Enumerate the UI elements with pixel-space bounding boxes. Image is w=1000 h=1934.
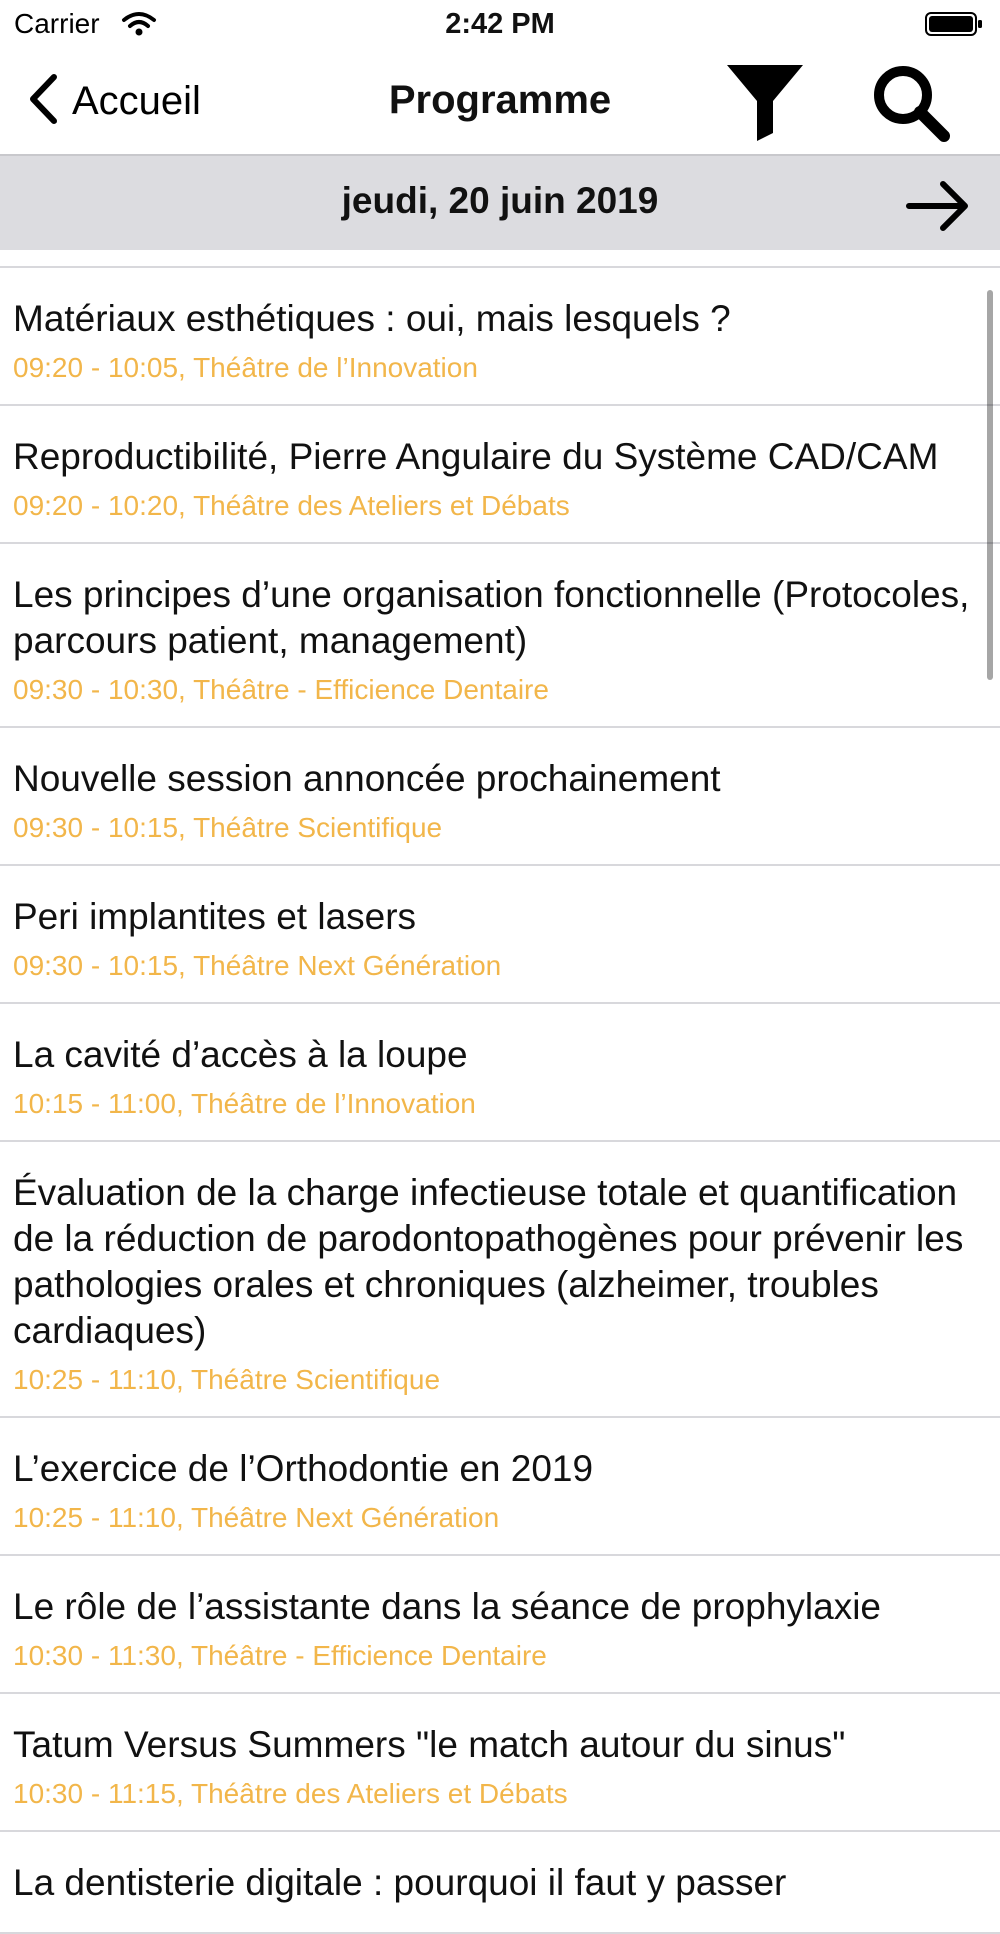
next-day-button[interactable] xyxy=(905,180,971,232)
session-meta: 10:30 - 11:15, Théâtre des Ateliers et Débats xyxy=(13,1778,568,1809)
session-meta: 09:30 - 10:15, Théâtre Next Génération xyxy=(13,950,502,981)
session-title: La cavité d’accès à la loupe xyxy=(13,1034,468,1075)
session-title: Les principes d’une organisation fonctionnelle (Protocoles, parcours patient, management) xyxy=(13,574,970,661)
session-title: L’exercice de l’Orthodontie en 2019 xyxy=(13,1448,594,1489)
arrow-right-icon xyxy=(905,219,971,236)
session-row[interactable] xyxy=(0,1694,1000,1832)
session-title: La dentisterie digitale : pourquoi il faut y passer xyxy=(13,1862,787,1903)
session-list[interactable] xyxy=(0,266,1000,1903)
session-row[interactable] xyxy=(0,1556,1000,1694)
session-row[interactable] xyxy=(0,728,1000,866)
session-meta: 10:30 - 11:30, Théâtre - Efficience Dentaire xyxy=(13,1640,547,1671)
session-meta: 10:25 - 11:10, Théâtre Scientifique xyxy=(13,1364,441,1395)
back-label: Accueil xyxy=(72,78,201,123)
page-title: Programme xyxy=(388,78,612,122)
session-row[interactable] xyxy=(0,1832,1000,1934)
session-row[interactable] xyxy=(0,1418,1000,1556)
date-bar xyxy=(0,156,1000,250)
session-row[interactable] xyxy=(0,268,1000,406)
session-row[interactable] xyxy=(0,544,1000,728)
session-meta: 10:25 - 11:10, Théâtre Next Génération xyxy=(13,1502,500,1533)
filter-button[interactable] xyxy=(725,61,805,143)
session-row[interactable] xyxy=(0,866,1000,1004)
session-meta: 09:30 - 10:15, Théâtre Scientifique xyxy=(13,812,443,843)
battery-icon xyxy=(925,12,983,36)
session-row[interactable] xyxy=(0,1004,1000,1142)
scroll-indicator[interactable] xyxy=(987,290,993,680)
date-label: jeudi, 20 juin 2019 xyxy=(341,180,659,221)
session-title: Le rôle de l’assistante dans la séance de prophylaxie xyxy=(13,1586,882,1627)
funnel-icon xyxy=(725,130,805,147)
session-title: Nouvelle session annoncée prochainement xyxy=(13,758,721,799)
session-title: Matériaux esthétiques : oui, mais lesquels ? xyxy=(13,298,731,339)
session-title: Reproductibilité, Pierre Angulaire du Système CAD/CAM xyxy=(13,436,939,477)
carrier-label: Carrier xyxy=(14,8,100,39)
session-meta: 10:15 - 11:00, Théâtre de l’Innovation xyxy=(13,1088,476,1119)
status-bar xyxy=(0,0,1000,50)
status-time: 2:42 PM xyxy=(445,8,555,40)
session-row[interactable] xyxy=(0,406,1000,544)
session-title: Peri implantites et lasers xyxy=(13,896,417,937)
session-row[interactable] xyxy=(0,1142,1000,1418)
search-button[interactable] xyxy=(870,62,952,142)
session-title: Évaluation de la charge infectieuse totale et quantification de la réduction de parodontopathogènes pour prévenir les pathologies orales et chroniques (alzheimer, troubles cardiaques) xyxy=(13,1172,964,1351)
nav-bar xyxy=(0,50,1000,156)
magnifier-icon xyxy=(870,129,952,146)
session-meta: 09:30 - 10:30, Théâtre - Efficience Dentaire xyxy=(13,674,549,705)
session-meta: 09:20 - 10:05, Théâtre de l’Innovation xyxy=(13,352,478,383)
session-title: Tatum Versus Summers "le match autour du sinus" xyxy=(13,1724,846,1765)
session-meta: 09:20 - 10:20, Théâtre des Ateliers et Débats xyxy=(13,490,570,521)
